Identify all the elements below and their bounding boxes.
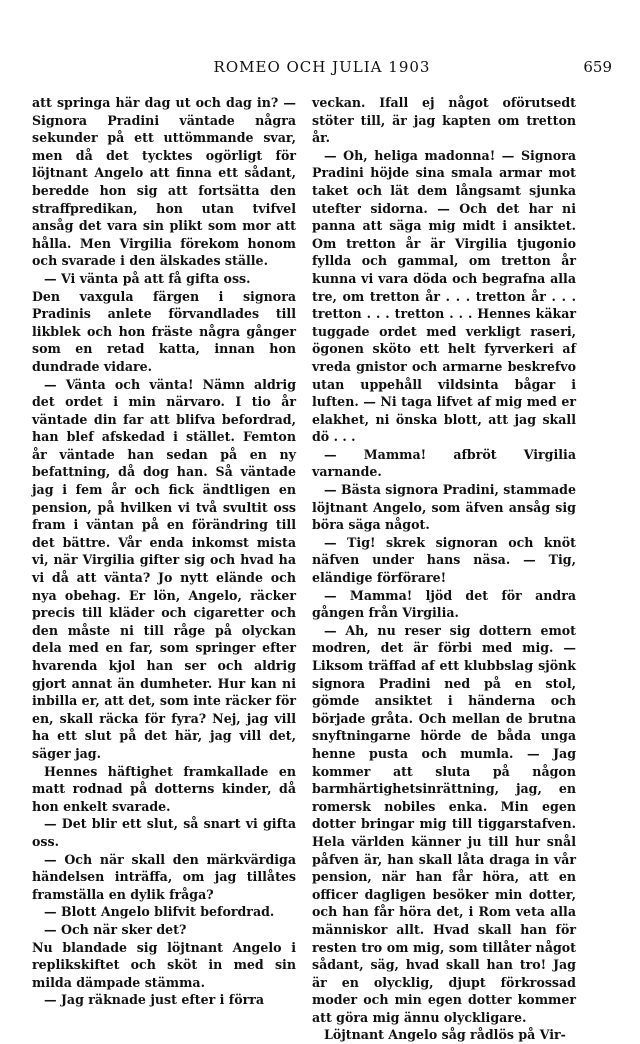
- paragraph: — Bästa signora Pradini, stammade löjtnant Angelo, som äfven ansåg sig böra säga något.: [312, 482, 576, 533]
- paragraph: — Det blir ett slut, så snart vi gifta oss.: [32, 816, 296, 849]
- paragraph: — Jag räknade just efter i förra: [44, 992, 265, 1008]
- paragraph: Löjtnant Angelo såg rådlös på Vir-: [324, 1027, 566, 1043]
- paragraph: — Och när skall den märkvärdiga händelsen inträffa, om jag tillåtes framställa en dylik fråga?: [32, 851, 296, 902]
- page-number: 659: [583, 58, 612, 76]
- left-column: [32, 94, 296, 1009]
- paragraph: — Oh, heliga madonna! — Signora Pradini höjde sina smala armar mot taket och lät dem långsamt sjunka utefter sidorna. — Och det har ni panna att säga mig midt i ansiktet. Om tretton år är Virgilia tjugonio fyllda och gammal, om tretton år kunna vi vara döda och begrafna alla tre, om tretton år . . . tretton år . . . tretton . . . tretton . . . Hennes käkar tuggade ordet med verkligt raseri, ögonen sköto ett helt fyrverkeri af vreda gnistor och armarne beskrefvo utan uppehåll vildsinta bågar i luften. — Ni taga lifvet af mig med er elakhet, ni önska blott, att jag skall dö . . .: [312, 147, 576, 445]
- paragraph: — Tig! skrek signoran och knöt näfven under hans näsa. — Tig, eländige förförare!: [312, 534, 576, 586]
- paragraph: — Blott Angelo blifvit befordrad.: [44, 904, 275, 920]
- right-column: [312, 94, 576, 1044]
- paragraph: Hennes häftighet framkallade en matt rodnad på dotterns kinder, då hon enkelt svarade.: [32, 763, 296, 814]
- paragraph: — Och när sker det?: [44, 921, 187, 937]
- paragraph: — Ah, nu reser sig dottern emot modren, det är förbi med mig. — Liksom träffad af ett klubbslag sjönk signora Pradini ned på en stol, gömde ansiktet i händerna och började gråta. Och mellan de brutna snyftningarne hörde de båda unga henne pusta och mumla. — Jag kommer att sluta på någon barmhärtighetsinrättning, jag, en romersk nobiles enka. Min egen dotter bringar mig till tiggarstafven. Hela världen känner ju till hur snål påfven är, han skall låta draga in vår pension, när han får höra, att en officer dagligen besöker min dotter, och han får höra det, i Rom veta alla människor allt. Hvad skall han för resten tro om mig, som tillåter något sådant, säg, hvad skall han tro! Jag är en olycklig, djupt förkrossad moder och min egen dotter kommer att göra mig ännu olyckligare.: [312, 622, 576, 1025]
- paragraph: att springa här dag ut och dag in? — Signora Pradini väntade några sekunder på ett uttömmande svar, men då det tycktes ogörligt för löjtnant Angelo att finna ett sådant, beredde hon sig att fortsätta den straffpredikan, hon utan tvifvel ansåg det vara sin plikt som mor att hålla. Men Virgilia förekom honom och svarade i den älskades ställe.: [32, 95, 296, 269]
- paragraph: Nu blandade sig löjtnant Angelo i replikskiftet och sköt in med sin milda dämpade stämma.: [32, 939, 296, 990]
- paragraph: — Vi vänta på att få gifta oss.: [44, 270, 251, 286]
- paragraph: — Mamma! ljöd det för andra gången från Virgilia.: [312, 587, 576, 621]
- running-header: [32, 58, 612, 82]
- paragraph: — Vänta och vänta! Nämn aldrig det ordet i min närvaro. I tio år väntade din far att blifva befordrad, han blef afskedad i stället. Femton år väntade han sedan på en ny befattning, då dog han. Så väntade jag i fem år och fick ändtligen en pension, på hvilken vi två svultit oss fram i väntan på en förändring till det bättre. Vår enda inkomst mista vi, när Virgilia gifter sig och hvad ha vi då att vänta? Jo nytt elände och nya obehag. Er lön, Angelo, räcker precis till kläder och cigaretter och den måste ni till råge på olyckan dela med en far, som springer efter hvarenda kjol han ser och aldrig gjort annat än dumheter. Hur kan ni inbilla er, att det, som inte räcker för en, skall räcka för fyra? Nej, jag vill ha ett slut på det här, jag vill det, säger jag.: [32, 376, 296, 761]
- running-title: ROMEO OCH JULIA 1903: [213, 58, 431, 76]
- paragraph: veckan. Ifall ej något oförutsedt stöter till, är jag kapten om tretton år.: [312, 95, 576, 146]
- paragraph: Den vaxgula färgen i signora Pradinis anlete förvandlades till likblek och hon fräste några gånger som en retad katta, innan hon dundrade vidare.: [32, 288, 296, 374]
- paragraph: — Mamma! afbröt Virgilia varnande.: [312, 446, 576, 480]
